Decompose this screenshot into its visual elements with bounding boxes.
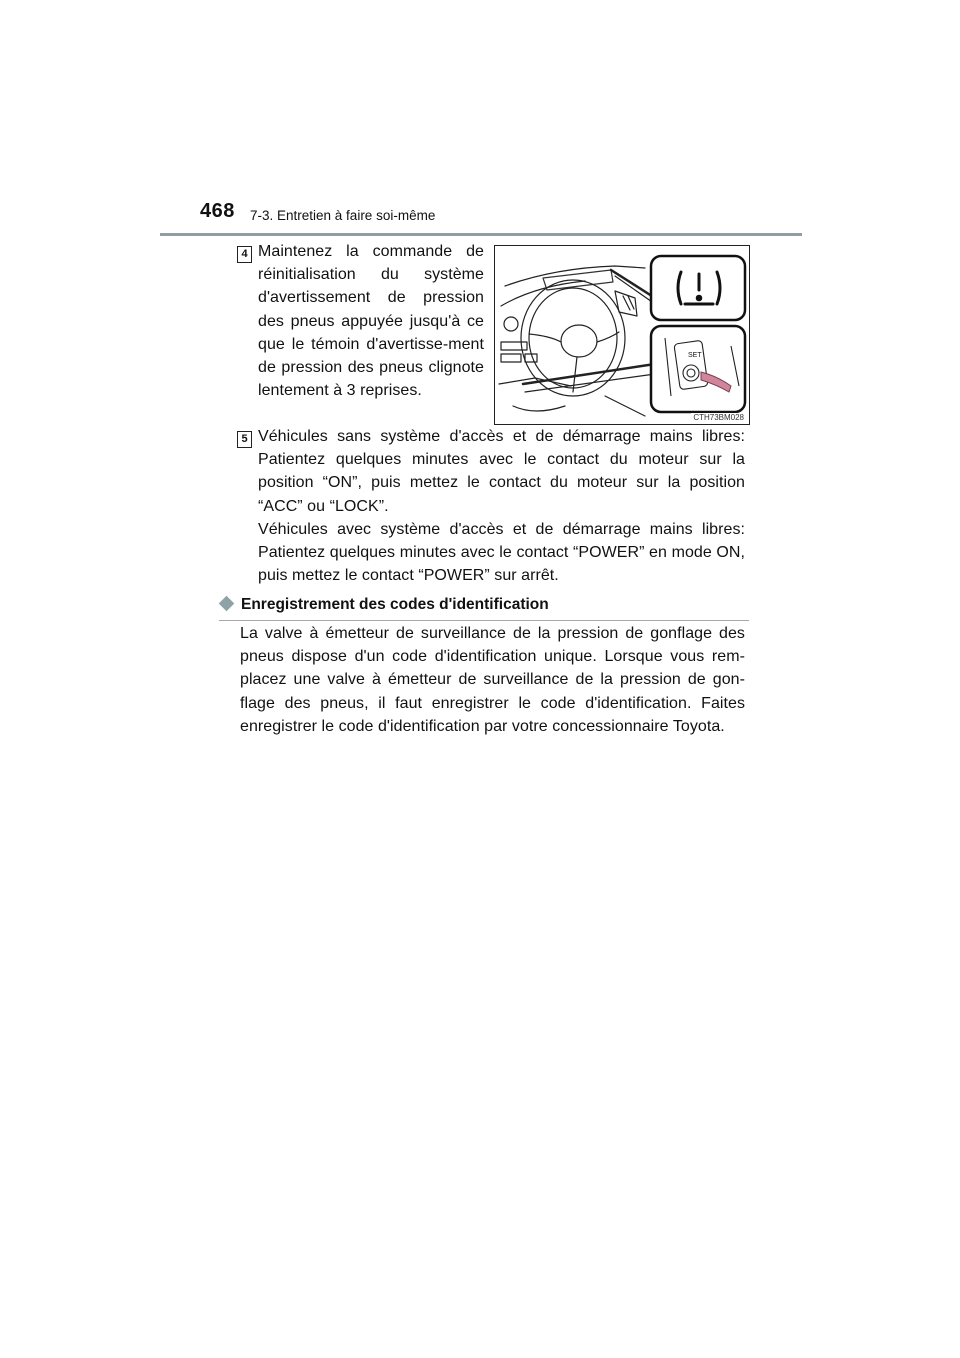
page-number: 468 xyxy=(200,200,235,222)
figure-code: CTH73BM028 xyxy=(693,413,744,422)
step5-paragraph-no-smart-entry: Véhicules sans système d'accès et de démarrage mains libres: Patientez quelques minutes avec le contact du moteur sur la position “ON”, puis mettez le contact du moteur sur la position “ACC” ou “LOCK”. xyxy=(258,428,745,515)
step4-instruction: Maintenez la commande de réinitialisation du système d'avertissement de pression des pneus appuyée jusqu'à ce que le témoin d'avertisse-ment de pression des pneus clignote lentement à 3 reprises. xyxy=(258,243,484,400)
step-number-4: 4 xyxy=(237,246,252,263)
subheading-title: Enregistrement des codes d'identification xyxy=(241,596,549,613)
dashboard-illustration xyxy=(495,246,750,425)
step5-instruction xyxy=(258,425,745,587)
id-code-paragraph: La valve à émetteur de surveillance de la pression de gonflage des pneus dispose d'un code d'identification unique. Lorsque vous rem-placez une valve à émetteur de surveillance de la pression de gon-flage des pneus, il faut enregistrer le code d'identification. Faites enregistrer le code d'identification par votre concessionnaire Toyota. xyxy=(240,625,745,735)
section-title: 7-3. Entretien à faire soi-même xyxy=(250,208,436,223)
instruction-figure xyxy=(494,245,750,425)
set-button-label: SET xyxy=(688,352,702,359)
subheading xyxy=(219,593,749,621)
header-divider xyxy=(160,233,802,236)
step-number-5: 5 xyxy=(237,431,252,448)
step5-paragraph-smart-entry: Véhicules avec système d'accès et de démarrage mains libres: Patientez quelques minutes avec le contact “POWER” en mode ON, puis mettez le contact “POWER” sur arrêt. xyxy=(258,520,745,585)
diamond-bullet-icon xyxy=(219,596,235,612)
